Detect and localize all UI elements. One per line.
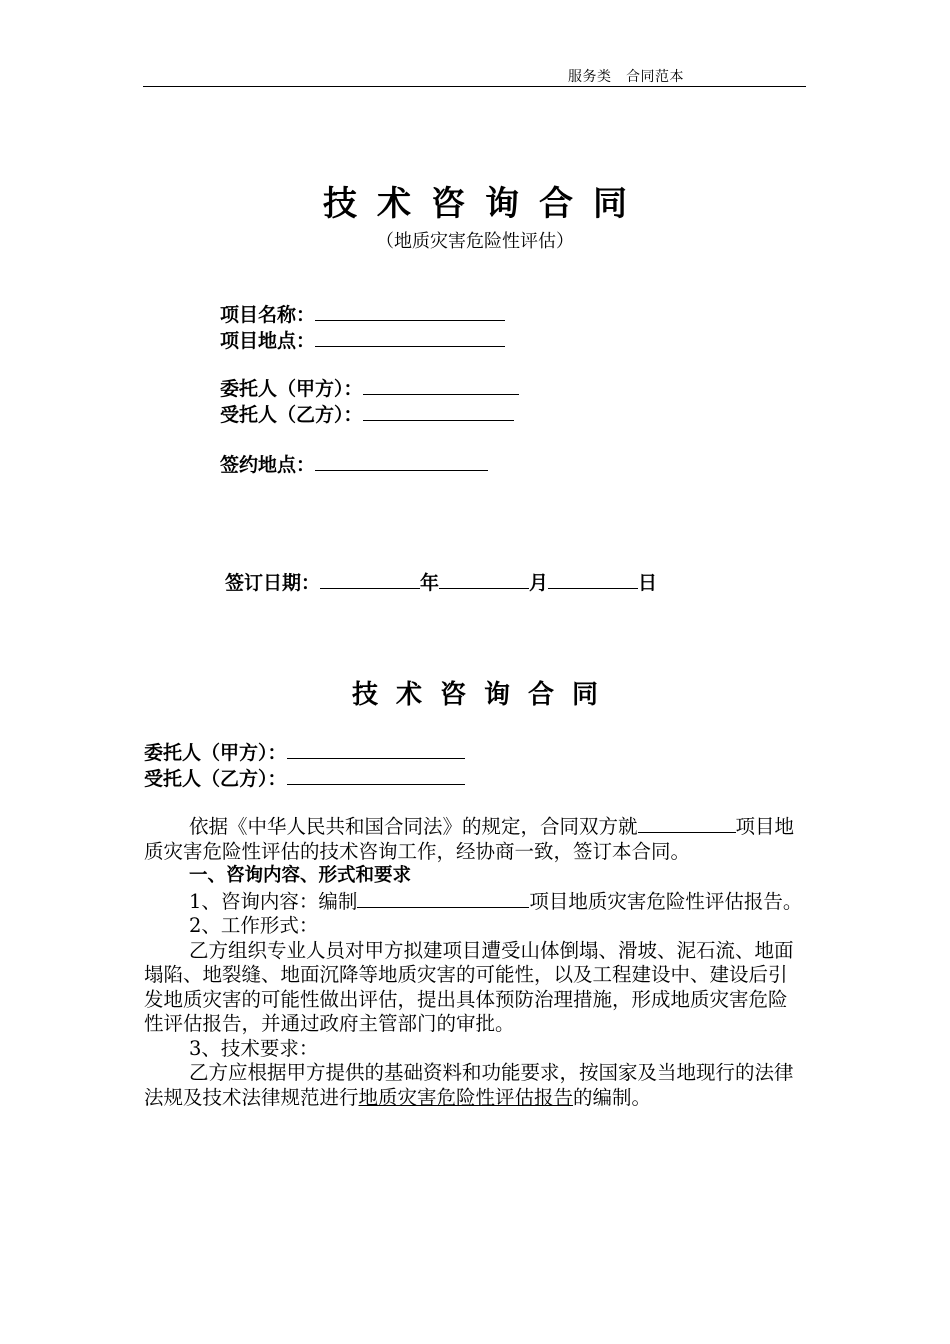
day-label: 日 [638,572,658,594]
signing-date-label: 签订日期： [225,572,321,594]
year-label: 年 [420,572,440,594]
signing-place-blank[interactable] [315,452,488,471]
project-location-blank[interactable] [315,328,505,347]
day-blank[interactable] [548,570,638,589]
header-doc-type: 合同范本 [626,69,684,85]
page-header [568,66,684,86]
cover-contractor-label: 受托人（乙方）： [220,404,363,426]
item3-part2: 的编制。 [573,1085,652,1109]
item2-heading: 2、工作形式： [189,914,319,937]
client-blank[interactable] [287,740,465,759]
contract-body [144,814,806,1110]
contract-title: 技术咨询合同 [351,680,616,710]
item3-heading: 3、技术要求： [189,1036,319,1060]
signing-date-field [225,568,657,592]
item1-prefix: 1、咨询内容：编制 [189,889,358,913]
signing-place-field [220,450,488,474]
project-location-field [220,326,505,350]
item1-paragraph [144,889,806,915]
cover-client-field [220,374,519,398]
month-blank[interactable] [439,570,529,589]
client-field [144,738,465,762]
item1-suffix: 项目地质灾害危险性评估报告。 [529,889,803,913]
contractor-blank[interactable] [287,766,465,785]
contractor-field [144,764,465,788]
cover-title: 技术咨询合同 [323,184,647,224]
contractor-label: 受托人（乙方）： [144,768,287,790]
client-label: 委托人（甲方）： [144,742,287,764]
project-name-label: 项目名称： [220,304,316,326]
section1-heading: 一、咨询内容、形式和要求 [189,865,412,886]
project-name-field [220,300,505,324]
intro-paragraph [144,814,806,864]
cover-client-blank[interactable] [363,376,519,395]
item3-part1: 乙方应根据甲方提供的基础资料和功能要求，按国家及当地现行的法律法规及技术法律规范进行 [144,1061,794,1109]
project-location-label: 项目地点： [220,330,316,352]
header-category: 服务类 [568,69,612,85]
item3-underlined: 地质灾害危险性评估报告 [358,1085,574,1109]
item2-body: 乙方组织专业人员对甲方拟建项目遭受山体倒塌、滑坡、泥石流、地面塌陷、地裂缝、地面沉降等地质灾害的可能性，以及工程建设中、建设后引发地质灾害的可能性做出评估，提出具体预防治理措施，形成地质灾害危险性评估报告，并通过政府主管部门的审批。 [144,938,794,1035]
cover-contractor-field [220,400,514,424]
signing-place-label: 签约地点： [220,454,316,476]
item1-project-blank[interactable] [357,889,529,908]
project-name-blank[interactable] [315,302,505,321]
intro-project-blank[interactable] [638,814,736,833]
item3-body [144,1061,806,1110]
header-divider [143,86,806,87]
month-label: 月 [529,572,549,594]
intro-part2: 项目地质灾害危险性评估的技术咨询工作，经协商一致，签订本合同。 [144,815,795,863]
year-blank[interactable] [320,570,420,589]
intro-part1: 依据《中华人民共和国合同法》的规定，合同双方就 [189,815,638,838]
cover-client-label: 委托人（甲方）： [220,378,363,400]
cover-subtitle: （地质灾害危险性评估） [376,231,574,252]
cover-contractor-blank[interactable] [363,402,514,421]
